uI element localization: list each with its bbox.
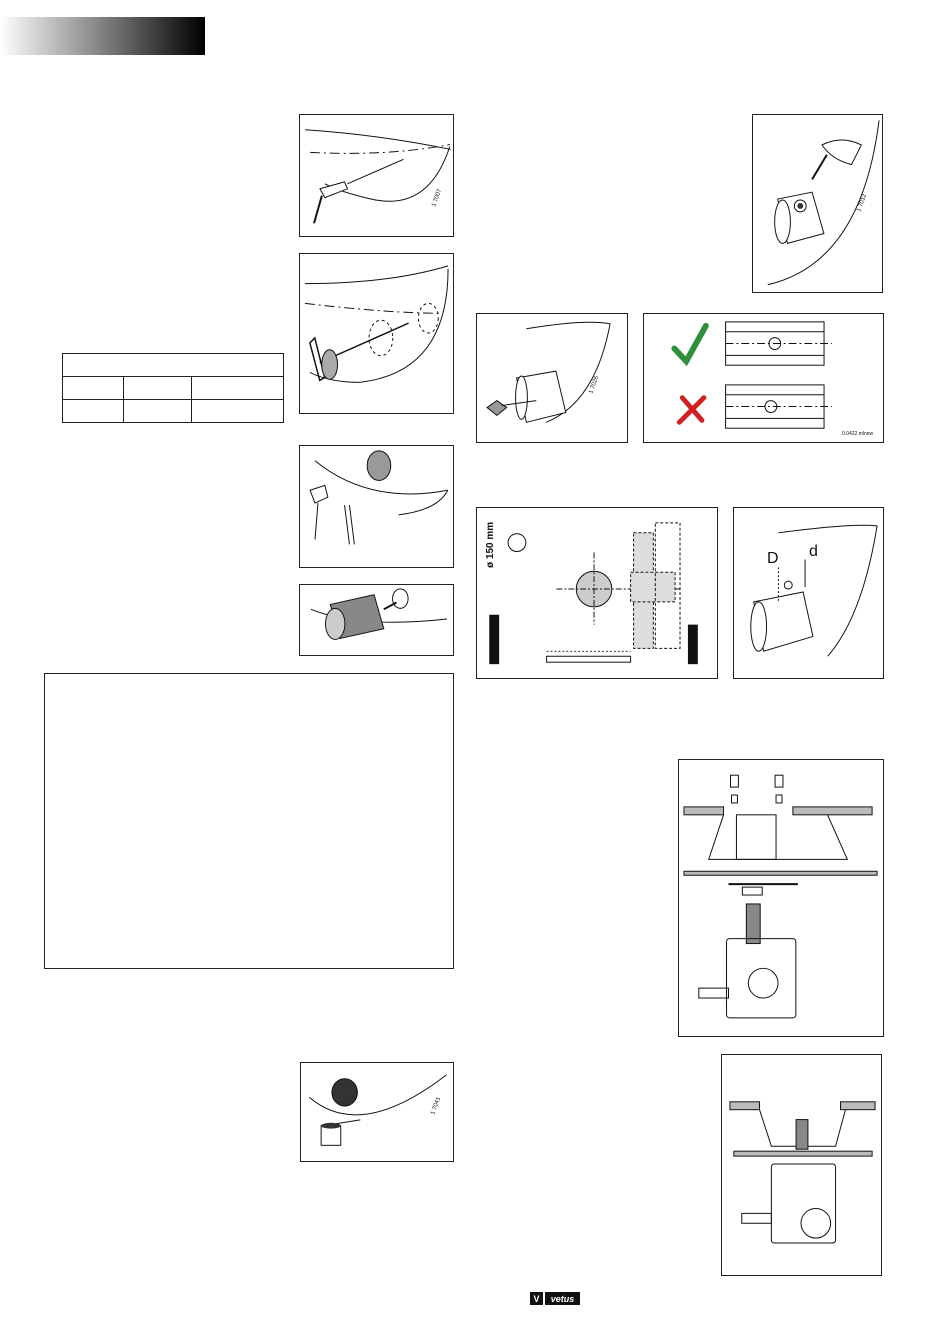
figure-cleaning — [299, 445, 454, 568]
spec-cell — [124, 377, 192, 400]
figure-tube-template — [476, 313, 628, 443]
figure-mark-pencil — [752, 114, 883, 293]
figure-tube-insert — [299, 584, 454, 656]
label-d: d — [809, 543, 818, 560]
figure-code: 1 7007 — [431, 188, 444, 208]
note-box — [44, 673, 454, 969]
figure-assembled — [721, 1054, 882, 1276]
figure-drill-hull — [299, 114, 454, 237]
logo-text: vetus — [545, 1292, 580, 1305]
label-D: D — [767, 550, 779, 567]
template-sheet-illustration — [477, 508, 717, 678]
hole-saw-illustration — [300, 254, 453, 413]
tube-template-illustration — [477, 314, 627, 442]
template-title: ø 150 mm — [485, 521, 496, 568]
spec-table-title — [63, 354, 284, 377]
figure-code: 1 7026 — [588, 375, 601, 395]
tube-insert-illustration — [300, 585, 453, 655]
cross-icon — [679, 398, 704, 423]
figure-alignment — [643, 313, 884, 443]
figure-code: 1 7041 — [430, 1096, 443, 1116]
exploded-assembly-illustration — [679, 760, 883, 1036]
spec-cell — [192, 377, 284, 400]
figure-code: 1 7012 — [856, 193, 869, 213]
assembled-illustration — [722, 1055, 881, 1275]
spec-cell — [63, 377, 124, 400]
figure-code: 0.0422 mlnew — [842, 431, 874, 437]
figure-template-sheet — [476, 507, 718, 679]
check-icon — [674, 326, 706, 361]
spec-cell — [63, 400, 124, 423]
alignment-illustration — [644, 314, 883, 442]
spec-table — [62, 353, 284, 423]
figure-measure — [733, 507, 884, 679]
spec-cell — [192, 400, 284, 423]
figure-exploded-assembly — [678, 759, 884, 1037]
figure-hole-saw — [299, 253, 454, 414]
header-gradient-bar — [0, 17, 205, 55]
vetus-logo — [530, 1291, 580, 1306]
drill-hull-illustration — [300, 115, 453, 236]
measure-illustration — [734, 508, 883, 678]
figure-coating — [300, 1062, 454, 1162]
cleaning-illustration — [300, 446, 453, 567]
spec-cell — [124, 400, 192, 423]
logo-mark: V — [530, 1292, 543, 1305]
